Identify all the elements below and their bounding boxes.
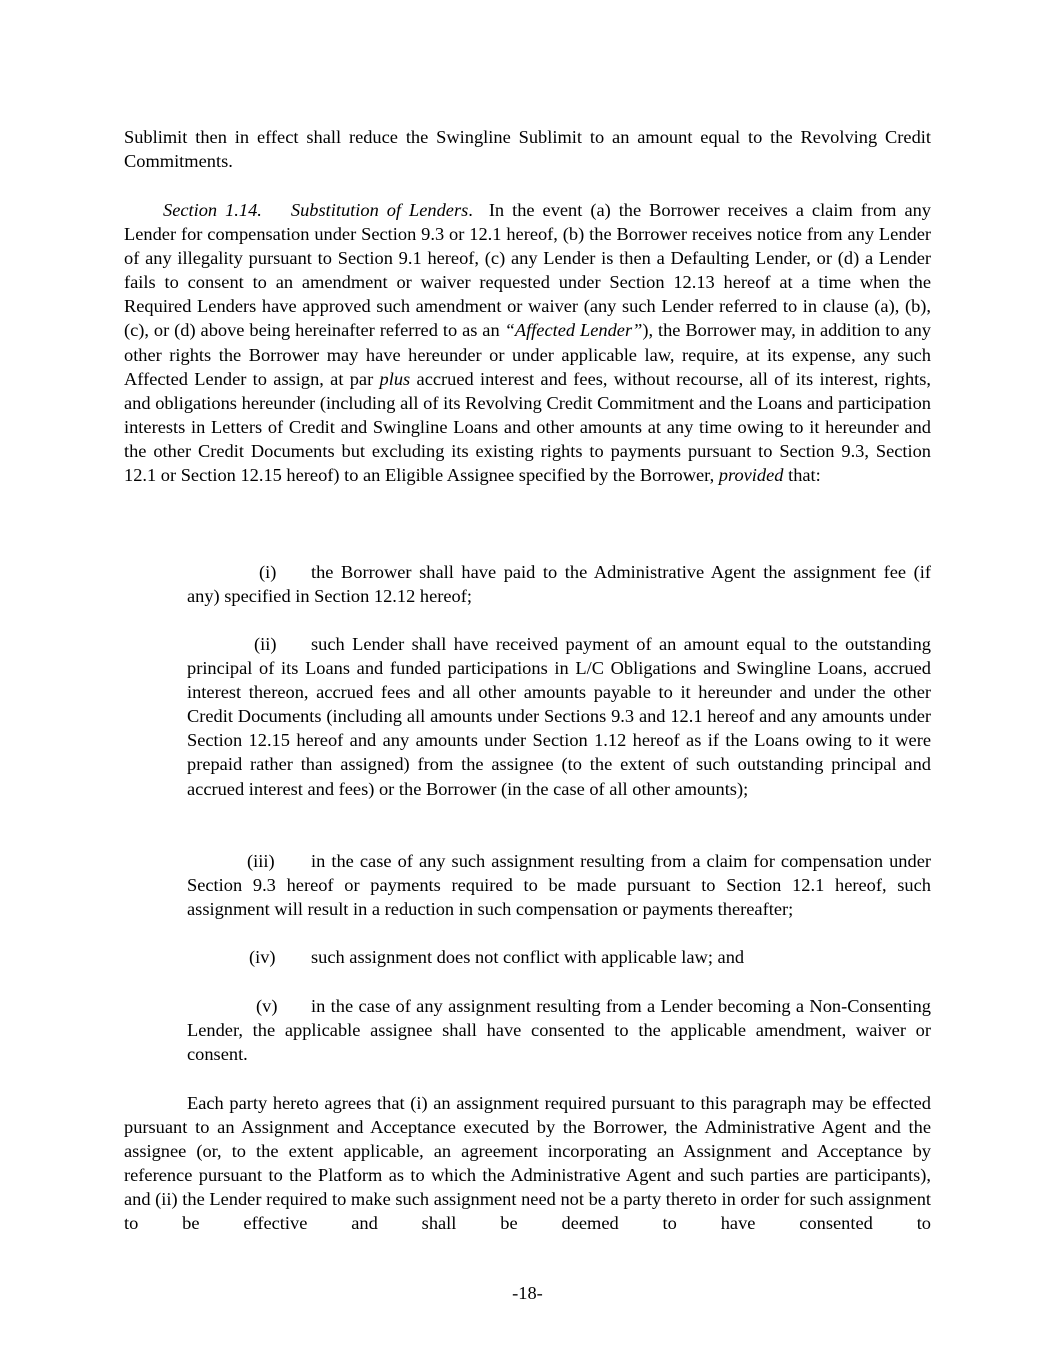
section-body — [124, 198, 931, 487]
clause-label: (v) — [256, 996, 278, 1016]
continuation-text: Sublimit then in effect shall reduce the Swingline Sublimit to an amount equal to the Revolving Credit Commitments. — [124, 127, 931, 172]
clause-ii — [187, 632, 931, 801]
clause-label: (i) — [259, 562, 277, 582]
closing-text: Each party hereto agrees that (i) an assignment required pursuant to this paragraph may be effected pursuant to an Assignment and Acceptance executed by the Borrower, the Administrative Agent and the assignee (or, to the extent applicable, an agreement incorporating an Assignment and Acceptance by reference pursuant to the Platform as to which the Administrative Agent and such parties are participants), and (ii) the Lender required to make such assignment need not be a party thereto in order for such assignment to be effective and shall be deemed to have consented to — [124, 1093, 931, 1234]
section-title-period: . — [468, 200, 473, 220]
section-number: Section 1.14. — [163, 200, 262, 220]
clause-text: such Lender shall have received payment of an amount equal to the outstanding principal of its Loans and funded participations in L/C Obligations and Swingline Loans, accrued interest thereon, accrued fees and all other amounts payable to it hereunder and under the other Credit Documents (including all amounts under Sections 9.3 and 12.1 hereof and any amounts under Section 12.15 hereof and any amounts under Section 1.12 hereof as if the Loans owing to it were prepaid rather than assigned) from the assignee (to the extent of such outstanding principal and accrued interest and fees) or the Borrower (in the case of all other amounts); — [187, 634, 931, 799]
clause-label: (iii) — [247, 851, 275, 871]
provided-tail: that: — [788, 465, 821, 486]
page-number: -18- — [512, 1283, 543, 1303]
clause-v — [187, 994, 931, 1066]
clause-i — [187, 560, 931, 608]
closing-body — [124, 1091, 931, 1236]
section-body-part2: ), the Borrower may, in addition to any other rights the Borrower may have hereunder or under applicable law, require, at its expense, any such Affected Lender to assign, at par — [124, 320, 931, 389]
provided-word: provided — [718, 465, 784, 486]
clause-iii — [187, 849, 931, 921]
section-body-part1: In the event (a) the Borrower receives a claim from any Lender for compensation under Section 9.3 or 12.1 hereof, (b) the Borrower receives notice from any Lender of any illegality pursuant to Section 9.1 hereof, (c) any Lender is then a Defaulting Lender, or (d) a Lender fails to consent to an amendment or waiver requested under Section 12.13 hereof at a time when the Required Lenders have approved such amendment or waiver (any such Lender referred to in clause (a), (b), (c), or (d) above being hereinafter referred to as an — [124, 200, 931, 341]
section-paragraph — [124, 198, 931, 487]
defined-term-affected-lender: “Affected Lender” — [504, 320, 643, 341]
continuation-paragraph — [124, 125, 931, 173]
section-title: Substitution of Lenders — [290, 200, 469, 220]
plus-word: plus — [379, 368, 411, 389]
clause-iv — [187, 945, 931, 969]
clause-text: the Borrower shall have paid to the Administrative Agent the assignment fee (if any) specified in Section 12.12 hereof; — [187, 562, 931, 607]
clause-text: in the case of any assignment resulting from a Lender becoming a Non-Consenting Lender, the applicable assignee shall have consented to the applicable amendment, waiver or consent. — [187, 996, 931, 1065]
section-body-part3: accrued interest and fees, without recourse, all of its interest, rights, and obligations hereunder (including all of its Revolving Credit Commitment and the Loans and participation interests in Letters of Credit and Swingline Loans and other amounts at any time owing to it hereunder and the other Credit Documents but excluding its existing rights to payments pursuant to Section 9.3, Section 12.1 or Section 12.15 hereof) to an Eligible Assignee specified by the Borrower, — [124, 368, 931, 486]
clause-text: in the case of any such assignment resulting from a claim for compensation under Section 9.3 hereof or payments required to be made pursuant to Section 12.1 hereof, such assignment will result in a reduction in such compensation or payments thereafter; — [187, 851, 931, 920]
clause-text: such assignment does not conflict with applicable law; and — [311, 947, 745, 967]
clause-label: (ii) — [254, 634, 277, 654]
closing-paragraph — [124, 1091, 931, 1236]
clause-label: (iv) — [249, 947, 276, 967]
